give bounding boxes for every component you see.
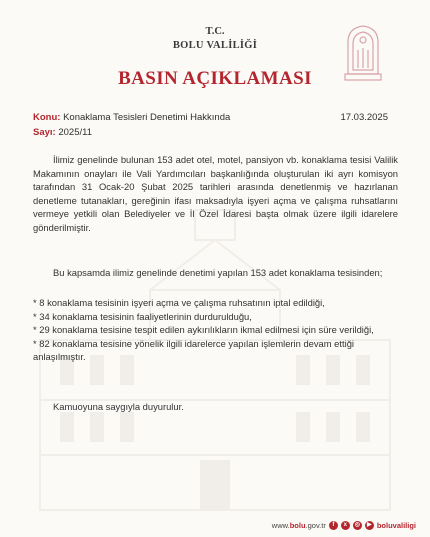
subject-line	[33, 112, 230, 123]
paragraph-scope: Bu kapsamda ilimiz genelinde denetimi yapılan 153 adet konaklama tesisinden;	[53, 267, 383, 278]
list-item: * 34 konaklama tesisinin faaliyetlerinin durdurulduğu,	[33, 310, 252, 322]
instagram-icon[interactable]: ◎	[354, 522, 360, 528]
list-item: * 29 konaklama tesisine tespit edilen aykırılıkların ikmal edilmesi için süre verildiği,	[33, 324, 374, 335]
social-handle[interactable]: boluvaliligi	[376, 521, 416, 530]
tc-label: T.C.	[205, 26, 225, 37]
paragraph-intro: İlimiz genelinde bulunan 153 adet otel, motel, pansiyon vb. konaklama tesisi Valilik Makamının onayları ile Vali Yardımcıları başkanlığında oluşturulan iki ayrı komisyon tarafından 31 Ocak-20 Şubat 2025 tarihleri arasında denetlenmiş ve hazırlanan denetleme tutanakları, gereğinin ifası maksadıyla işyeri açma ve çalışma ruhsatlarını vermeye yetkili olan Belediyeler ve İl Özel İdaresi başta olmak üzere ilgili idarelere gönderilmiştir.	[33, 154, 398, 233]
number-label: Sayı:	[33, 127, 56, 138]
page-title: BASIN AÇIKLAMASI	[118, 68, 312, 89]
number-value: 2025/11	[58, 127, 92, 138]
release-date: 17.03.2025	[340, 112, 388, 123]
header	[0, 0, 430, 100]
subject-value: Konaklama Tesisleri Denetimi Hakkında	[63, 112, 231, 123]
number-line	[33, 127, 92, 138]
governorate-seal-icon	[340, 22, 386, 84]
list-item: * 8 konaklama tesisinin işyeri açma ve çalışma ruhsatının iptal edildiği,	[33, 297, 325, 308]
findings-list	[33, 296, 398, 364]
facebook-icon[interactable]: f	[329, 521, 338, 530]
list-item: * 82 konaklama tesisine yönelik ilgili idarelerce yapılan işlemlerin devam ettiği anlaşılmıştır.	[33, 337, 354, 362]
closing-statement: Kamuoyuna saygıyla duyurulur.	[53, 401, 184, 412]
government-name: BOLU VALİLİĞİ	[172, 40, 258, 51]
footer	[0, 518, 430, 537]
youtube-icon[interactable]: ▶	[365, 521, 374, 530]
subject-label: Konu:	[33, 112, 61, 123]
website-link[interactable]: www.bolu.gov.tr	[271, 521, 326, 530]
twitter-icon[interactable]: x	[341, 521, 350, 530]
